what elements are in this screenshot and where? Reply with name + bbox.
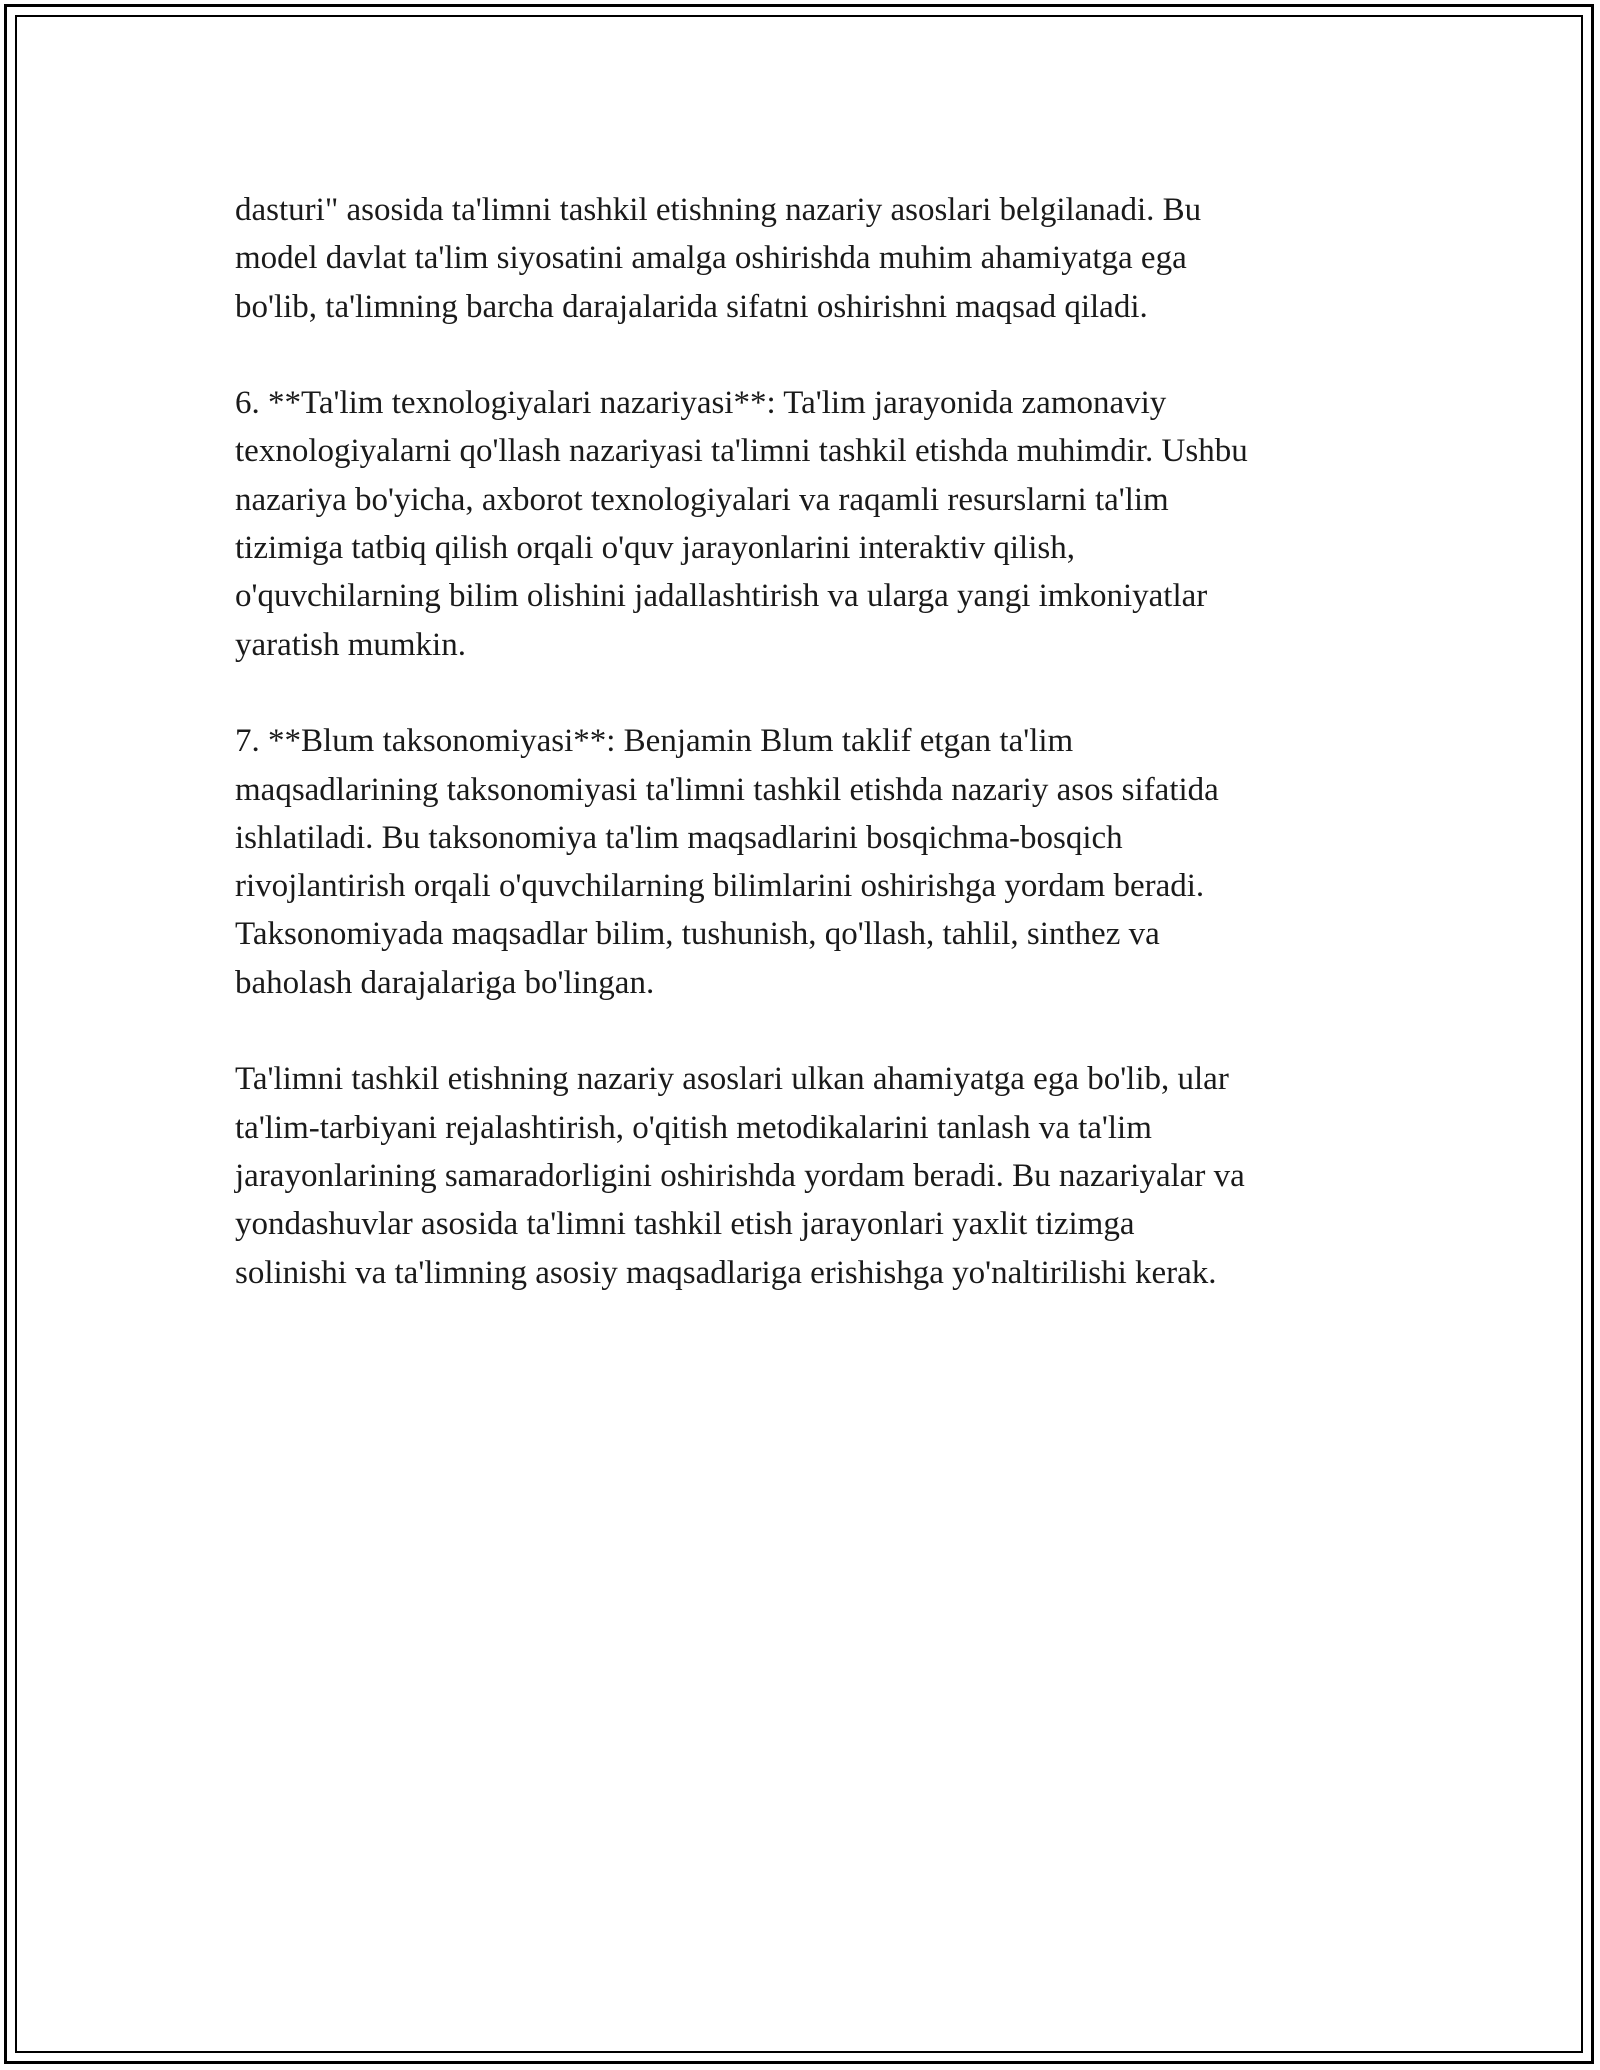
document-body (235, 186, 1370, 1297)
paragraph-conclusion (235, 1055, 1370, 1296)
text-line: Ta'limni tashkil etishning nazariy asoslari ulkan ahamiyatga ega bo'lib, ular (235, 1061, 1229, 1098)
text-line: jarayonlarining samaradorligini oshirishda yordam beradi. Bu nazariyalar va (235, 1157, 1245, 1194)
text-line: tizimiga tatbiq qilish orqali o'quv jarayonlarini interaktiv qilish, (235, 530, 1075, 567)
paragraph-item-6 (235, 379, 1370, 669)
paragraph-item-7 (235, 717, 1370, 1007)
text-line: maqsadlarining taksonomiyasi ta'limni tashkil etishda nazariy asos sifatida (235, 771, 1219, 808)
text-line: yaratish mumkin. (235, 626, 466, 663)
text-line: baholash darajalariga bo'lingan. (235, 964, 655, 1001)
text-line: texnologiyalarni qo'llash nazariyasi ta'limni tashkil etishda muhimdir. Ushbu (235, 433, 1248, 470)
text-line: 6. **Ta'lim texnologiyalari nazariyasi**: Ta'lim jarayonida zamonaviy (235, 385, 1167, 422)
text-line: 7. **Blum taksonomiyasi**: Benjamin Blum taklif etgan ta'lim (235, 723, 1074, 760)
text-line: nazariya bo'yicha, axborot texnologiyalari va raqamli resurslarni ta'lim (235, 481, 1169, 518)
text-line: model davlat ta'lim siyosatini amalga oshirishda muhim ahamiyatga ega (235, 240, 1187, 277)
text-line: bo'lib, ta'limning barcha darajalarida sifatni oshirishni maqsad qiladi. (235, 288, 1148, 325)
text-line: solinishi va ta'limning asosiy maqsadlariga erishishga yo'naltirilishi kerak. (235, 1254, 1217, 1291)
text-line: ishlatiladi. Bu taksonomiya ta'lim maqsadlarini bosqichma-bosqich (235, 819, 1123, 856)
text-line: Taksonomiyada maqsadlar bilim, tushunish, qo'llash, tahlil, sinthez va (235, 916, 1160, 953)
text-line: rivojlantirish orqali o'quvchilarning bilimlarini oshirishga yordam beradi. (235, 868, 1205, 905)
text-line: yondashuvlar asosida ta'limni tashkil etish jarayonlari yaxlit tizimga (235, 1206, 1135, 1243)
text-line: dasturi" asosida ta'limni tashkil etishning nazariy asoslari belgilanadi. Bu (235, 192, 1202, 228)
text-line: o'quvchilarning bilim olishini jadallashtirish va ularga yangi imkoniyatlar (235, 578, 1208, 615)
paragraph-continuation (235, 186, 1370, 331)
text-line: ta'lim-tarbiyani rejalashtirish, o'qitish metodikalarini tanlash va ta'lim (235, 1109, 1152, 1146)
